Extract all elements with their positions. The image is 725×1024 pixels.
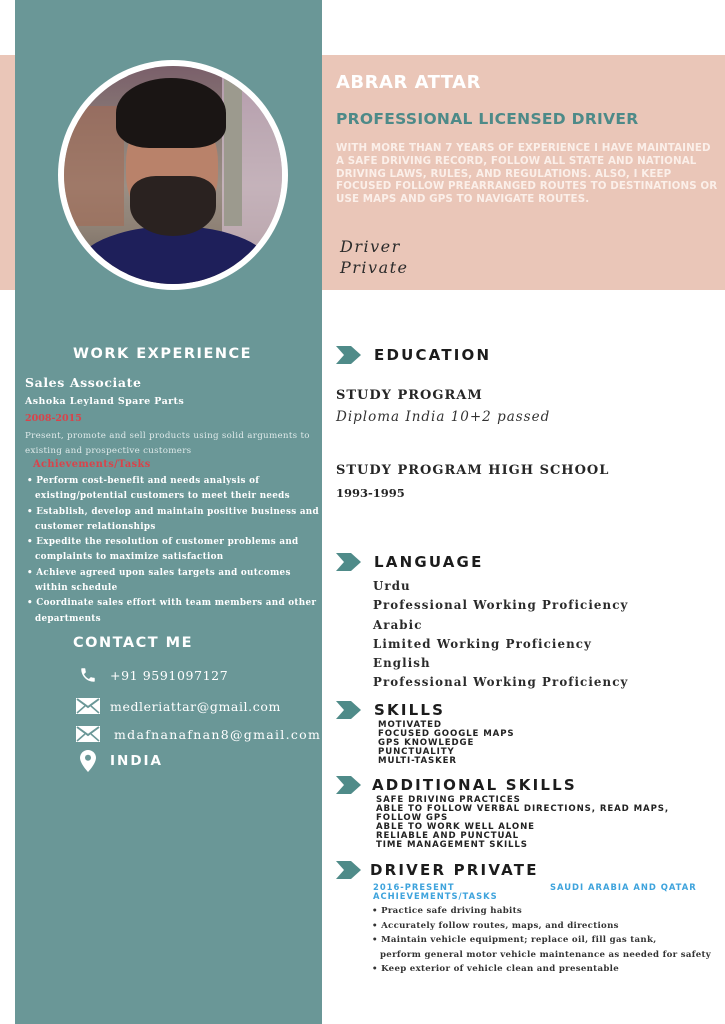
skill-item: SAFE DRIVING PRACTICES [376,795,521,805]
skills-list [378,721,515,766]
driver-private-section-header [336,861,539,879]
skill-item: FOLLOW GPS [376,813,449,823]
list-item: • Perform cost-benefit and needs analysis of existing/potential customers to meet their needs [25,474,320,505]
additional-skills-heading: ADDITIONAL SKILLS [372,776,577,794]
mail-icon [76,725,100,743]
job-dates: 2008-2015 [25,413,82,424]
job-title: Sales Associate [25,375,142,390]
driver-private-location: SAUDI ARABIA AND QATAR [550,882,697,892]
education-detail: Diploma India 10+2 passed [336,409,551,425]
list-item: • Expedite the resolution of customer problems and complaints to maximize satisfaction [25,535,320,566]
skills-section-header [336,701,445,719]
list-item-continuation: perform general motor vehicle maintenance as needed for safety [380,949,712,960]
list-item: • Establish, develop and maintain positive business and customer relationships [25,505,320,536]
country: INDIA [110,753,163,769]
skill-item: FOCUSED GOOGLE MAPS [378,729,515,739]
education-label: STUDY PROGRAM [336,388,483,403]
chevron-right-icon [336,776,362,794]
language-name: English [373,656,431,671]
skill-item: ABLE TO WORK WELL ALONE [376,822,535,832]
achievements-label: Achievements/Tasks [33,459,151,470]
avatar [64,66,282,284]
skill-item: RELIABLE AND PUNCTUAL [376,831,520,841]
candidate-name: ABRAR ATTAR [336,72,481,93]
chevron-right-icon [336,553,362,571]
profile-summary: WITH MORE THAN 7 YEARS OF EXPERIENCE I HAVE MAINTAINED A SAFE DRIVING RECORD, FOLLOW ALL STATE AND NATIONAL DRIVING LAWS, RULES, AND REGULATIONS. ALSO, I KEEP FOCUSED FOLLOW PREARRANGED ROUTES TO DESTINATIONS OR USE MAPS AND GPS TO NAVIGATE ROUTES. [336,142,718,206]
language-name: Urdu [373,579,411,593]
language-heading: LANGUAGE [374,553,484,571]
chevron-right-icon [336,701,362,719]
skill-item: ABLE TO FOLLOW VERBAL DIRECTIONS, READ MAPS, [376,804,670,814]
list-item: • Maintain vehicle equipment; replace oil, fill gas tank, [372,933,722,948]
work-bullets [25,474,320,627]
job-title-heading: PROFESSIONAL LICENSED DRIVER [336,110,639,128]
role-line-1: Driver [340,237,401,256]
contact-email-1[interactable] [76,697,281,715]
skill-item: GPS KNOWLEDGE [378,738,475,748]
photo-background [224,76,242,226]
skill-item: MOTIVATED [378,720,442,730]
language-list [373,577,628,693]
additional-skills-section-header [336,776,577,794]
driver-private-bullets [372,904,722,977]
skill-item: MULTI-TASKER [378,756,457,766]
language-name: Arabic [373,617,423,632]
education-heading: EDUCATION [374,346,492,364]
photo-beard [130,176,216,236]
education-label: STUDY PROGRAM HIGH SCHOOL [336,463,610,478]
email-address: mdafnanafnan8@gmail.com [114,726,322,742]
chevron-right-icon [336,346,362,364]
job-description: Present, promote and sell products using solid arguments to existing and prospective customers [25,431,310,456]
role-line-2: Private [340,258,409,277]
list-item: • Accurately follow routes, maps, and directions [372,919,722,934]
mail-icon [76,697,100,715]
education-years: 1993-1995 [336,486,405,500]
photo-hair [116,78,226,148]
language-level: Professional Working Proficiency [373,598,629,613]
chevron-right-icon [336,861,362,879]
driver-private-achievements-label: ACHIEVEMENTS/TASKS [373,891,498,901]
driver-private-dates: 2016-PRESENT [373,882,455,892]
driver-private-heading: DRIVER PRIVATE [370,861,539,879]
education-section-header [336,346,491,364]
skills-heading: SKILLS [374,701,446,719]
skill-item: TIME MANAGEMENT SKILLS [376,840,528,850]
location-pin-icon [76,752,100,770]
list-item: • Practice safe driving habits [372,904,722,919]
email-address: medleriattar@gmail.com [110,698,281,714]
additional-skills-list [376,796,669,850]
contact-email-2[interactable] [76,725,321,743]
phone-number: +91 9591097127 [110,667,229,683]
language-section-header [336,553,484,571]
photo-background [64,106,124,226]
contact-phone[interactable] [76,666,228,684]
contact-heading: CONTACT ME [73,635,194,651]
phone-icon [76,666,100,684]
list-item: • Coordinate sales effort with team members and other departments [25,596,320,627]
skill-item: PUNCTUALITY [378,747,455,757]
language-level: Professional Working Proficiency [373,675,629,690]
company-name: Ashoka Leyland Spare Parts [25,396,185,407]
list-item: • Keep exterior of vehicle clean and presentable [372,962,722,977]
contact-location [76,752,163,770]
list-item: • Achieve agreed upon sales targets and outcomes within schedule [25,566,320,597]
work-experience-heading: WORK EXPERIENCE [73,346,253,362]
language-level: Limited Working Proficiency [373,636,593,651]
